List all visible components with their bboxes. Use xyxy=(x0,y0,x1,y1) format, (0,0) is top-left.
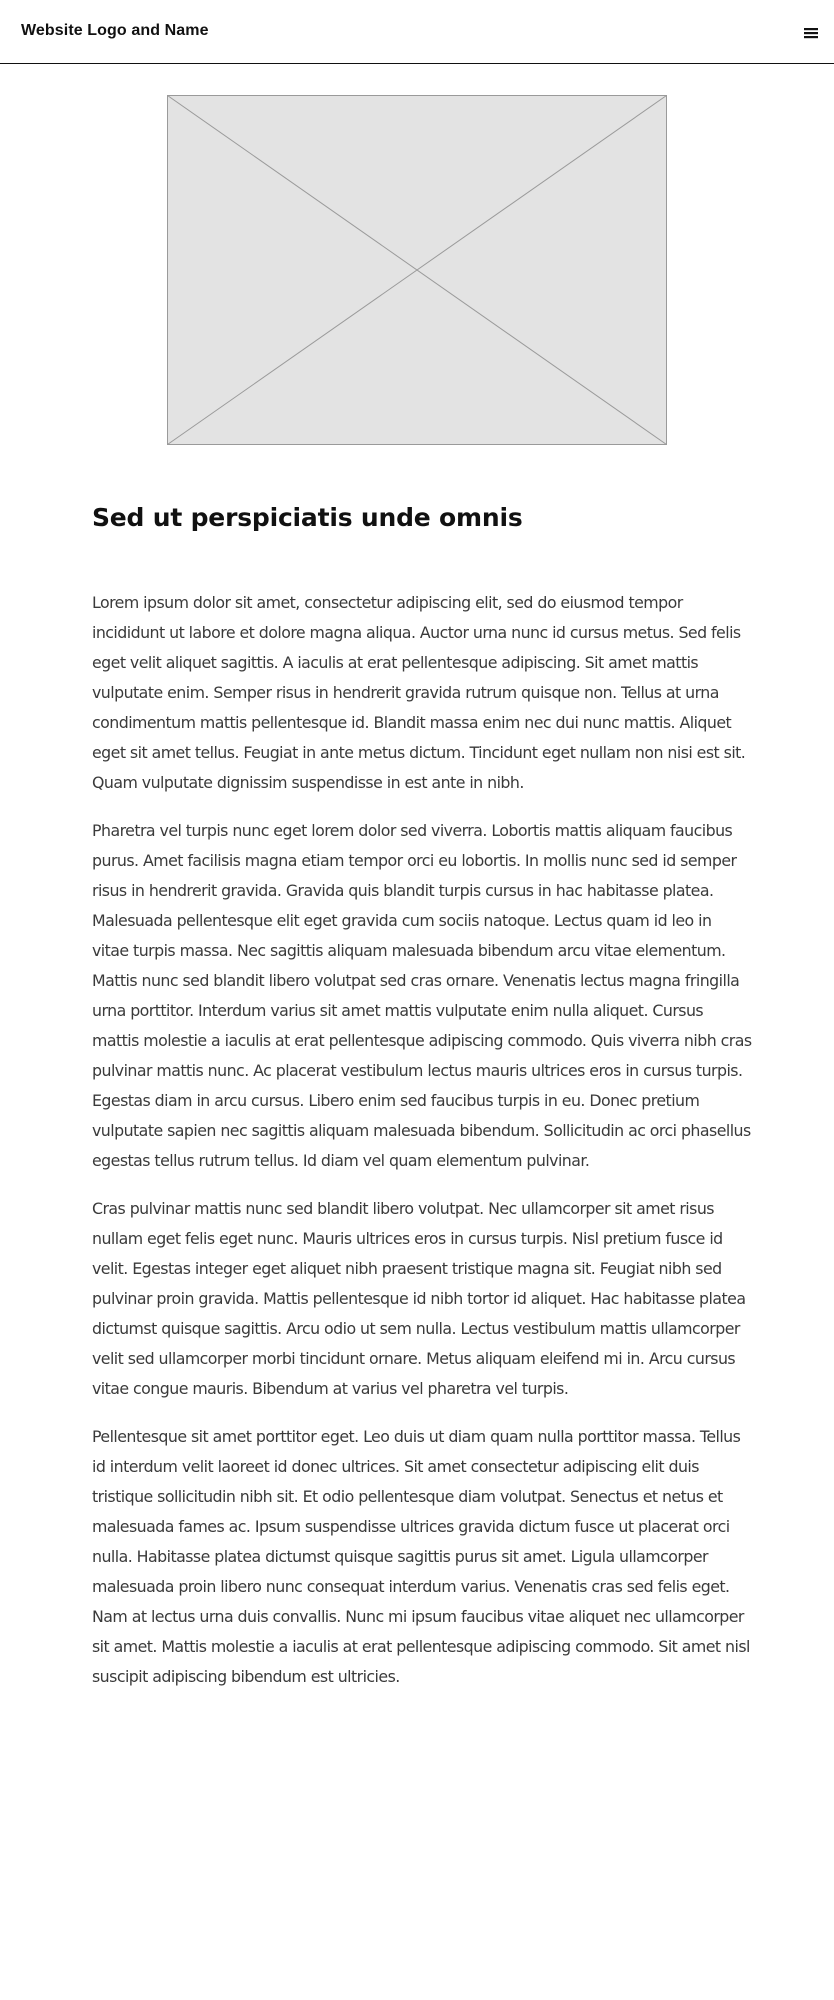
hamburger-menu-icon xyxy=(801,24,821,42)
hamburger-menu-button[interactable] xyxy=(801,24,821,42)
image-placeholder-icon xyxy=(167,95,667,445)
hero-image-placeholder xyxy=(167,95,667,445)
article-paragraph: Cras pulvinar mattis nunc sed blandit libero volutpat. Nec ullamcorper sit amet risus nullam eget felis eget nunc. Mauris ultrices eros in cursus turpis. Nisl pretium fusce id velit. Egestas integer eget aliquet nibh praesent tristique magna sit. Feugiat nibh sed pulvinar proin gravida. Mattis pellentesque id nibh tortor id aliquet. Hac habitasse platea dictumst quisque sagittis. Arcu odio ut sem nulla. Lectus vestibulum mattis ullamcorper velit sed ullamcorper morbi tincidunt ornare. Metus aliquam eleifend mi in. Arcu cursus vitae congue mauris. Bibendum at varius vel pharetra vel turpis. xyxy=(92,1199,746,1398)
article-title: Sed ut perspiciatis unde omnis xyxy=(92,503,523,532)
site-header xyxy=(0,0,834,64)
article-paragraph: Lorem ipsum dolor sit amet, consectetur adipiscing elit, sed do eiusmod tempor incididunt ut labore et dolore magna aliqua. Auctor urna nunc id cursus metus. Sed felis eget velit aliquet sagittis. A iaculis at erat pellentesque adipiscing. Sit amet mattis vulputate enim. Semper risus in hendrerit gravida rutrum quisque non. Tellus at urna condimentum mattis pellentesque id. Blandit massa enim nec dui nunc mattis. Aliquet eget sit amet tellus. Feugiat in ante metus dictum. Tincidunt eget nullam non nisi est sit. Quam vulputate dignissim suspendisse in est ante in nibh. xyxy=(92,593,746,792)
article-paragraph: Pellentesque sit amet porttitor eget. Leo duis ut diam quam nulla porttitor massa. Tellus id interdum velit laoreet id donec ultrices. Sit amet consectetur adipiscing elit duis tristique sollicitudin nibh sit. Et odio pellentesque diam volutpat. Senectus et netus et malesuada fames ac. Ipsum suspendisse ultrices gravida dictum fusce ut placerat orci nulla. Habitasse platea dictumst quisque sagittis purus sit amet. Ligula ullamcorper malesuada proin libero nunc consequat interdum varius. Venenatis cras sed felis eget. Nam at lectus urna duis convallis. Nunc mi ipsum faucibus vitae aliquet nec ullamcorper sit amet. Mattis molestie a iaculis at erat pellentesque adipiscing commodo. Sit amet nisl suscipit adipiscing bibendum est ultricies. xyxy=(92,1427,750,1686)
article-paragraph: Pharetra vel turpis nunc eget lorem dolor sed viverra. Lobortis mattis aliquam faucibus purus. Amet facilisis magna etiam tempor orci eu lobortis. In mollis nunc sed id semper risus in hendrerit gravida. Gravida quis blandit turpis cursus in hac habitasse platea. Malesuada pellentesque elit eget gravida cum sociis natoque. Lectus quam id leo in vitae turpis massa. Nec sagittis aliquam malesuada bibendum arcu vitae elementum. Mattis nunc sed blandit libero volutpat sed cras ornare. Venenatis lectus magna fringilla urna porttitor. Interdum varius sit amet mattis vulputate enim nulla aliquet. Cursus mattis molestie a iaculis at erat pellentesque adipiscing commodo. Quis viverra nibh cras pulvinar mattis nunc. Ac placerat vestibulum lectus mauris ultrices eros in cursus turpis. Egestas diam in arcu cursus. Libero enim sed faucibus turpis in eu. Donec pretium vulputate sapien nec sagittis aliquam malesuada bibendum. Sollicitudin ac orci phasellus egestas tellus rutrum tellus. Id diam vel quam elementum pulvinar. xyxy=(92,821,752,1170)
site-logo-name[interactable]: Website Logo and Name xyxy=(21,22,209,39)
article-body xyxy=(92,588,752,1692)
article xyxy=(92,490,752,1710)
